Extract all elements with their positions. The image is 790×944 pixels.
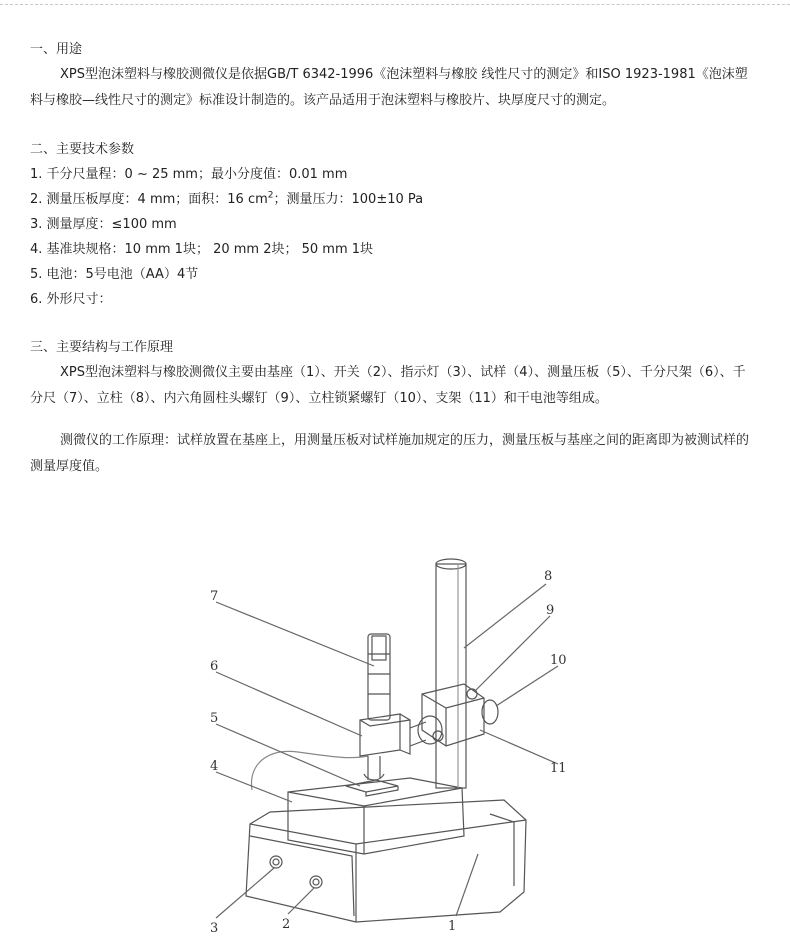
spec-item-3: 3. 测量厚度：≤100 mm xyxy=(30,217,177,232)
spec-item-6: 6. 外形尺寸： xyxy=(30,292,112,307)
switch-knob-inner xyxy=(313,879,319,885)
label-7: 7 xyxy=(210,589,219,604)
leader-6 xyxy=(216,672,362,736)
leader-8 xyxy=(464,584,546,648)
spec-item-2-sup: 2 xyxy=(267,190,274,201)
leader-7 xyxy=(216,602,374,666)
label-8: 8 xyxy=(544,569,553,584)
label-2: 2 xyxy=(282,917,291,932)
switch-knob xyxy=(310,876,322,888)
micrometer-frame-top xyxy=(360,720,410,726)
leader-4 xyxy=(216,772,292,802)
label-5: 5 xyxy=(210,711,219,726)
section-heading-structure: 三、主要结构与工作原理 xyxy=(30,340,174,355)
spindle xyxy=(368,756,380,780)
spec-item-4: 4. 基准块规格：10 mm 1块； 20 mm 2块； 50 mm 1块 xyxy=(30,242,374,257)
leader-10 xyxy=(496,666,558,706)
spec-item-5: 5. 电池：5号电池（AA）4节 xyxy=(30,267,199,282)
leader-5 xyxy=(216,724,360,786)
leader-2 xyxy=(288,888,314,914)
section-heading-usage: 一、用途 xyxy=(30,42,83,57)
spec-item-2 xyxy=(30,187,758,212)
leader-11 xyxy=(480,730,558,764)
label-6: 6 xyxy=(210,659,219,674)
document-body xyxy=(30,38,758,480)
sample-sketch-outline xyxy=(251,751,368,790)
instrument-diagram xyxy=(188,524,590,944)
label-4: 4 xyxy=(210,759,219,774)
label-9: 9 xyxy=(546,603,555,618)
label-1: 1 xyxy=(448,919,457,934)
sample-block xyxy=(288,778,464,854)
label-10: 10 xyxy=(550,653,567,668)
top-divider xyxy=(0,4,790,5)
bracket-top-edge xyxy=(422,694,484,708)
column xyxy=(436,564,466,788)
section-heading-specs: 二、主要技术参数 xyxy=(30,142,135,157)
spindle-tip xyxy=(364,774,384,780)
label-11: 11 xyxy=(550,761,567,776)
instrument-drawing xyxy=(188,524,590,944)
usage-paragraph: XPS型泡沫塑料与橡胶测微仪是依据GB/T 6342-1996《泡沫塑料与橡胶 线性尺寸的测定》和ISO 1923-1981《泡沫塑料与橡胶—线性尺寸的测定》标准设计制造的。该产品适用于泡沫塑料与橡胶片、块厚度尺寸的测定。 xyxy=(30,67,748,108)
micrometer-ratchet xyxy=(372,636,386,660)
leader-3 xyxy=(216,868,274,918)
bracket xyxy=(422,684,484,746)
structure-paragraph: XPS型泡沫塑料与橡胶测微仪主要由基座（1）、开关（2）、指示灯（3）、试样（4）、测量压板（5）、千分尺架（6）、千分尺（7）、立柱（8）、内六角圆柱头螺钉（9）、立柱锁紧螺钉（10）、支架（11）和干电池等组成。 xyxy=(30,365,746,406)
spec-item-1: 1. 千分尺量程：0 ~ 25 mm；最小分度值：0.01 mm xyxy=(30,167,348,182)
indicator-lamp-inner xyxy=(273,859,279,865)
socket-head-screw xyxy=(467,689,477,699)
label-3: 3 xyxy=(210,921,219,936)
spec-item-2-main: 2. 测量压板厚度：4 mm；面积：16 cm xyxy=(30,192,268,207)
indicator-lamp xyxy=(270,856,282,868)
micrometer-barrel xyxy=(368,634,390,720)
principle-paragraph: 测微仪的工作原理：试样放置在基座上，用测量压板对试样施加规定的压力，测量压板与基座之间的距离即为被测试样的测量厚度值。 xyxy=(30,433,750,474)
spec-item-2-tail: ；测量压力：100±10 Pa xyxy=(273,192,424,207)
leader-1 xyxy=(456,854,478,916)
